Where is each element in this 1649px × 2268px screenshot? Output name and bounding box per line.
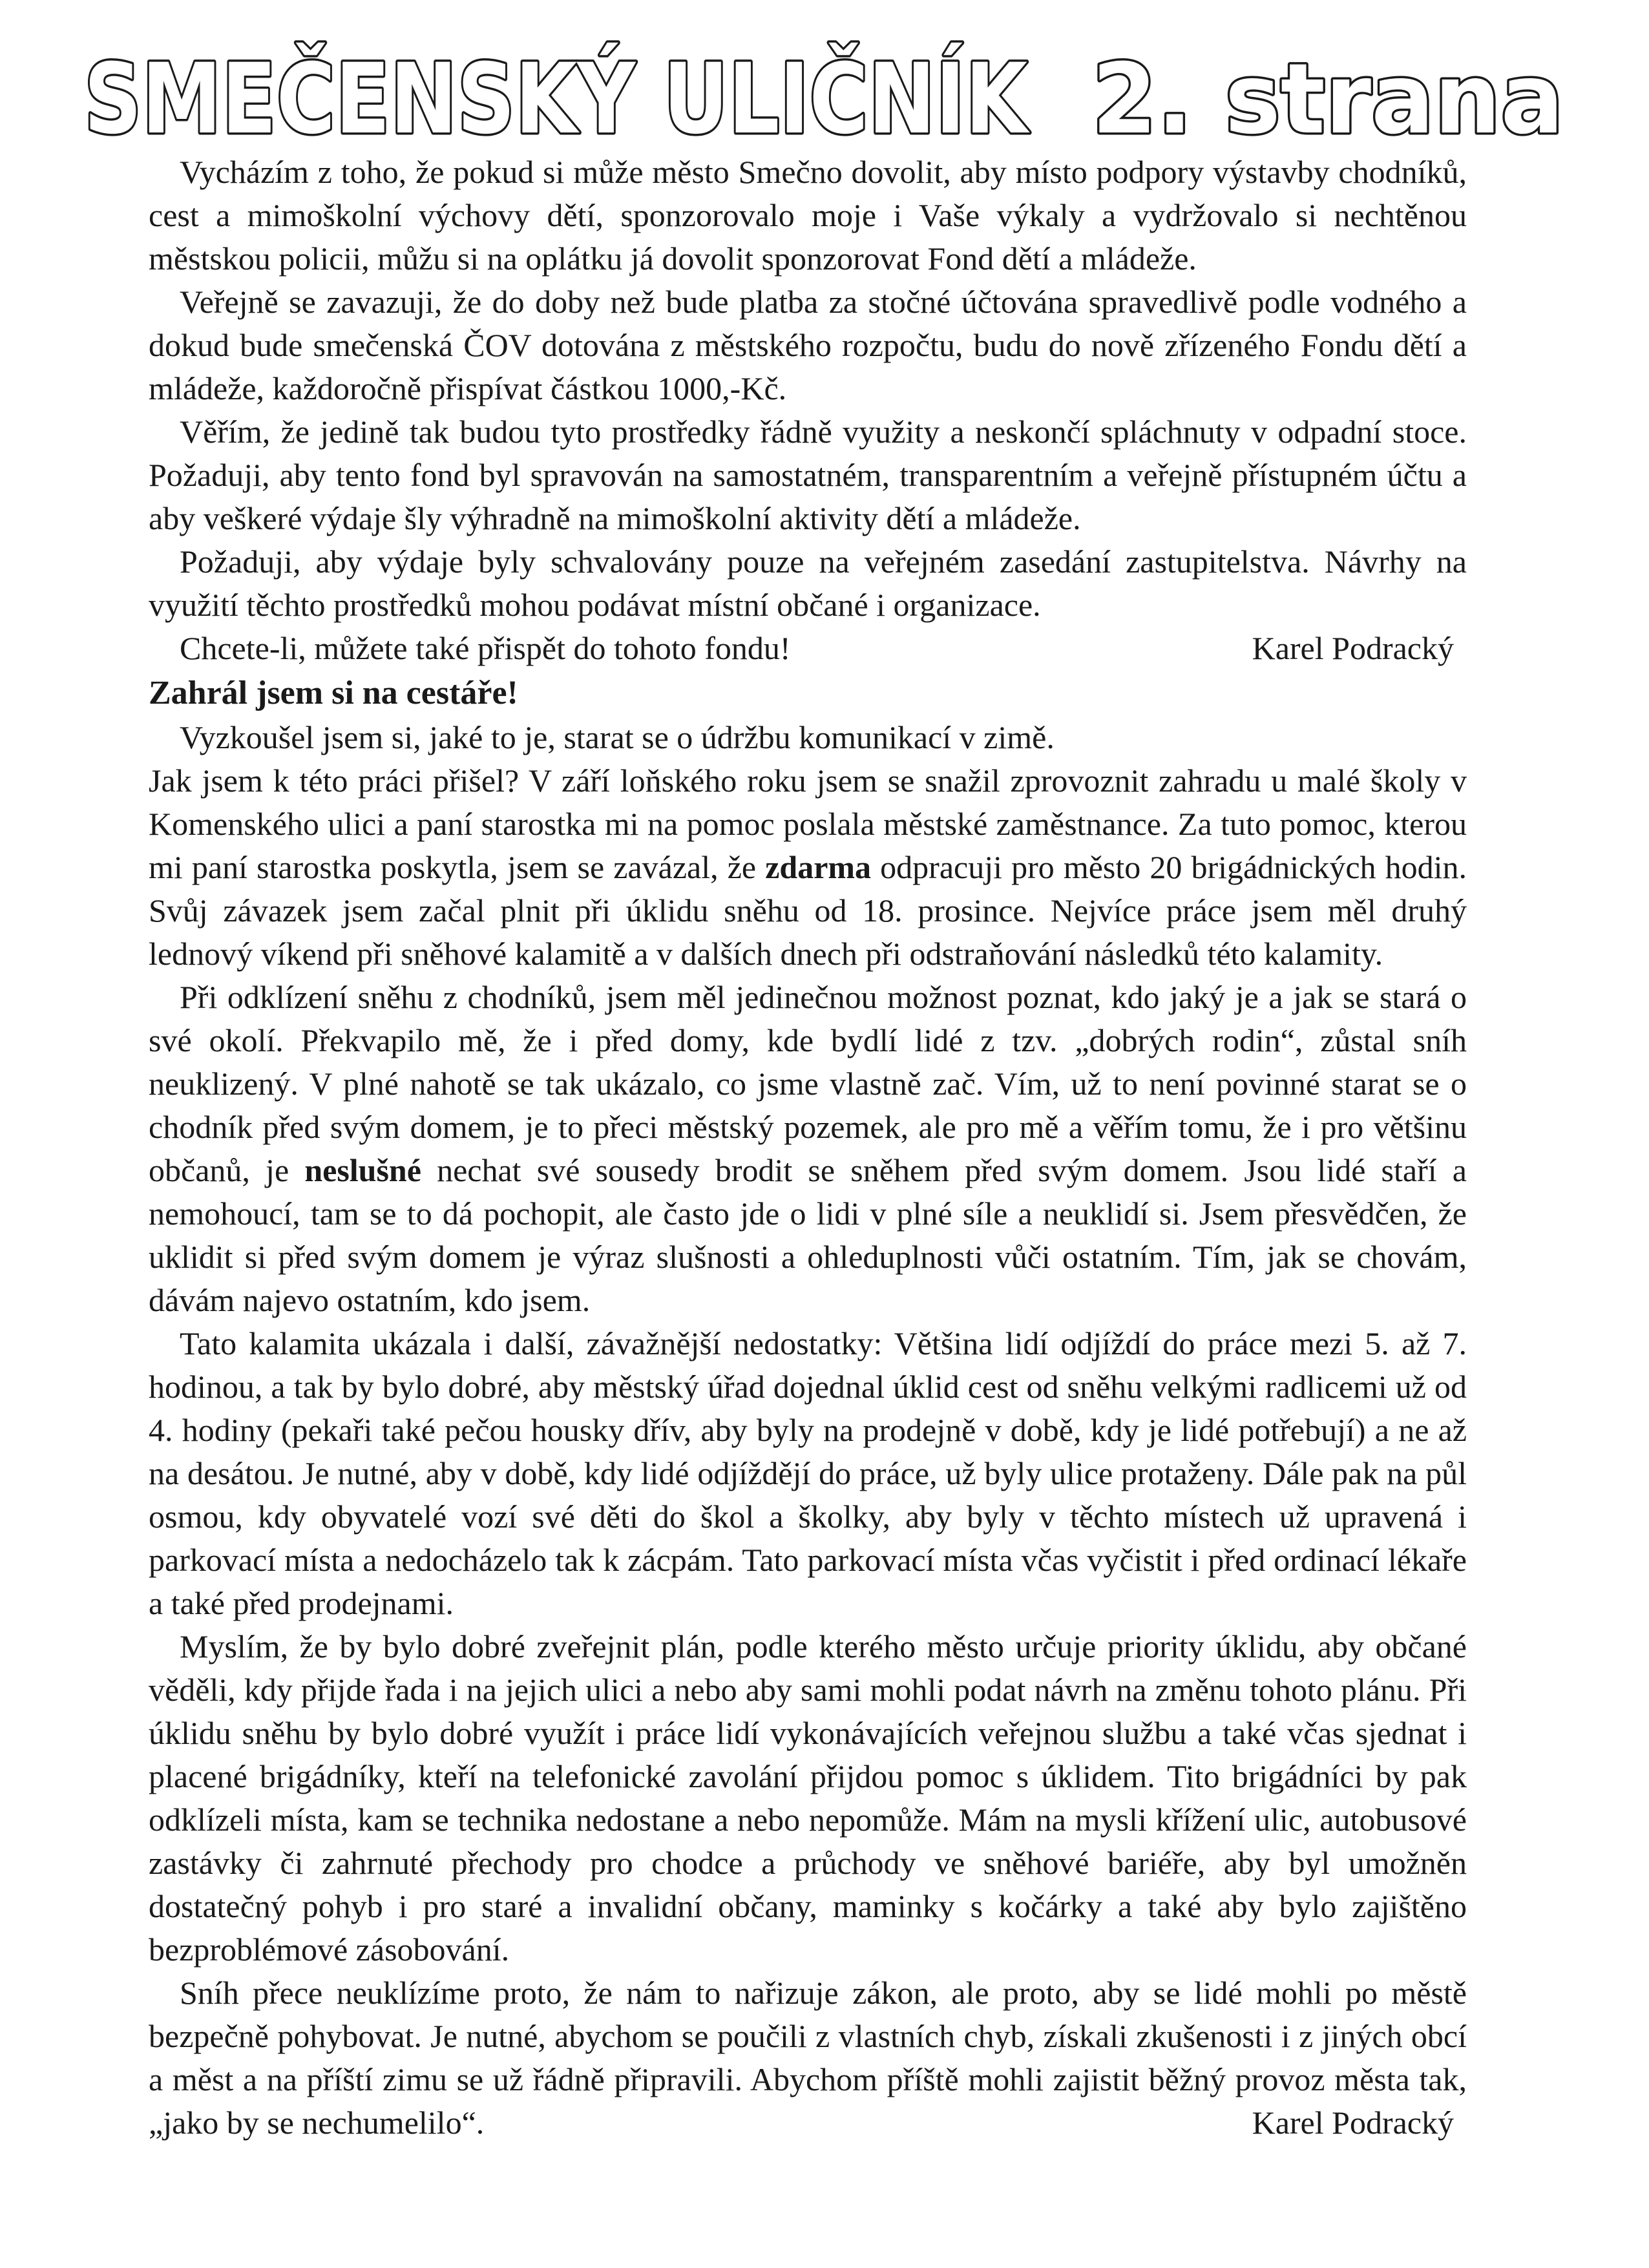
paragraph: Věřím, že jedině tak budou tyto prostředky řádně využity a neskončí spláchnuty v odpadní stoce. Požaduji, aby tento fond byl spravován na samostatném, transparentním a veřejně přístupném účtu a aby veškeré výdaje šly výhradně na mimoškolní aktivity dětí a mládeže.	[149, 414, 1467, 536]
paragraph: Sníh přece neuklízíme proto, že nám to nařizuje zákon, ale proto, aby se lidé mohli po městě bezpečně pohybovat. Je nutné, abychom se poučili z vlastních chyb, získali zkušenosti i z jiných obcí a měst a na příští zimu se už řádně připravili. Abychom příště mohli zajistit běžný provoz města tak, „jako by se nechumelilo“.	[149, 1975, 1467, 2141]
paragraph: Požaduji, aby výdaje byly schvalovány pouze na veřejném zasedání zastupitelstva. Návrhy na využití těchto prostředků mohou podávat místní občané i organizace.	[149, 543, 1467, 623]
paragraph-text: Jak jsem k této práci přišel? V září loňského roku jsem se snažil zprovoznit zahradu u malé školy v Komenského ulici a paní starostka mi na pomoc poslala městské zaměstnance. Za tuto pomoc, kterou mi paní starostka poskytla, jsem se zavázal, že	[149, 762, 1467, 885]
article-heading: Zahrál jsem si na cestáře!	[149, 675, 518, 711]
emphasis-neslusne: neslušné	[304, 1152, 421, 1188]
paragraph: Vyzkoušel jsem si, jaké to je, starat se o údržbu komunikací v zimě.	[180, 719, 1055, 755]
paragraph	[149, 976, 1467, 1322]
author-signature: Karel Podracký	[1252, 630, 1454, 666]
paragraph: Myslím, že by bylo dobré zveřejnit plán, podle kterého město určuje priority úklidu, aby občané věděli, kdy přijde řada i na jejich ulici a nebo aby sami mohli podat návrh na změnu tohoto plánu. Při úklidu sněhu by bylo dobré využít i práce lidí vykonávajících veřejnou službu a také včas sjednat i placené brigádníky, kteří na telefonické zavolání přijdou pomoc s úklidem. Tito brigádníci by pak odklízeli místa, kam se technika nedostane a nebo nepomůže. Mám na mysli křížení ulic, autobusové zastávky či zahrnuté přechody pro chodce a průchody ve sněhové bariéře, aby byl umožněn dostatečný pohyb i pro staré a invalidní občany, maminky s kočárky a také aby bylo zajištěno bezproblémové zásobování.	[149, 1628, 1467, 1968]
article-snow	[149, 671, 1467, 2145]
masthead-title: SMEČENSKÝ ULIČNÍK	[84, 43, 1224, 156]
paragraph: Tato kalamita ukázala i další, závažnější nedostatky: Většina lidí odjíždí do práce mezi 5. až 7. hodinou, a tak by bylo dobré, aby městský úřad dojednal úklid cest od sněhu velkými radlicemi už od 4. hodiny (pekaři také pečou housky dřív, aby byly na prodejně v době, kdy je lidé potřebují) a ne až na desátou. Je nutné, aby v době, kdy lidé odjíždějí do práce, už byly ulice protaženy. Dále pak na půl osmou, kdy obyvatelé vozí své děti do škol a školky, aby byly v těchto místech už upravená i parkovací místa a nedocházelo tak k zácpám. Tato parkovací místa včas vyčistit i před ordinací lékaře a také před prodejnami.	[149, 1325, 1467, 1621]
closing-line: Chcete-li, můžete také přispět do tohoto fondu!	[180, 630, 791, 666]
author-signature: Karel Podracký	[1252, 2105, 1454, 2141]
paragraph: Vycházím z toho, že pokud si může město Smečno dovolit, aby místo podpory výstavby chodníků, cest a mimoškolní výchovy dětí, sponzorovalo moje i Vaše výkaly a vydržovalo si nechtěnou městskou policii, můžu si na oplátku já dovolit sponzorovat Fond dětí a mládeže.	[149, 154, 1467, 277]
paragraph-text: nechat své sousedy brodit se sněhem před svým domem. Jsou lidé staří a nemohoucí, tam se to dá pochopit, ale často jde o lidi v plné síle a neuklidí si. Jsem přesvědčen, že uklidit si před svým domem je výraz slušnosti a ohleduplnosti vůči ostatním. Tím, jak se chovám, dávám najevo ostatním, kdo jsem.	[149, 1152, 1467, 1318]
paragraph: Veřejně se zavazuji, že do doby než bude platba za stočné účtována spravedlivě podle vodného a dokud bude smečenská ČOV dotována z městského rozpočtu, budu do nově zřízeného Fondu dětí a mládeže, každoročně přispívat částkou 1000,-Kč.	[149, 284, 1467, 406]
article-fund	[149, 151, 1467, 670]
emphasis-zdarma: zdarma	[765, 849, 872, 885]
paragraph	[149, 759, 1467, 976]
paragraph-text: Při odklízení sněhu z chodníků, jsem měl jedinečnou možnost poznat, kdo jaký je a jak se stará o své okolí. Překvapilo mě, že i před domy, kde bydlí lidé z tzv. „dobrých rodin“, zůstal sníh neuklizený. V plné nahotě se tak ukázalo, co jsme vlastně zač. Vím, už to není povinné starat se o chodník před svým domem, je to přeci městský pozemek, ale pro mě a věřím tomu, že i pro většinu občanů, je	[149, 979, 1467, 1188]
masthead	[84, 36, 1564, 165]
masthead-outline-lettering	[84, 36, 1564, 165]
page-number-label: 2. strana	[1092, 43, 1564, 156]
paragraph-text: odpracuji pro město 20 brigádnických hodin. Svůj závazek jsem začal plnit při úklidu sněhu od 18. prosince. Nejvíce práce jsem měl druhý lednový víkend při sněhové kalamitě a v dalších dnech při odstraňování následků této kalamity.	[149, 849, 1467, 972]
closing-row	[149, 627, 1467, 670]
